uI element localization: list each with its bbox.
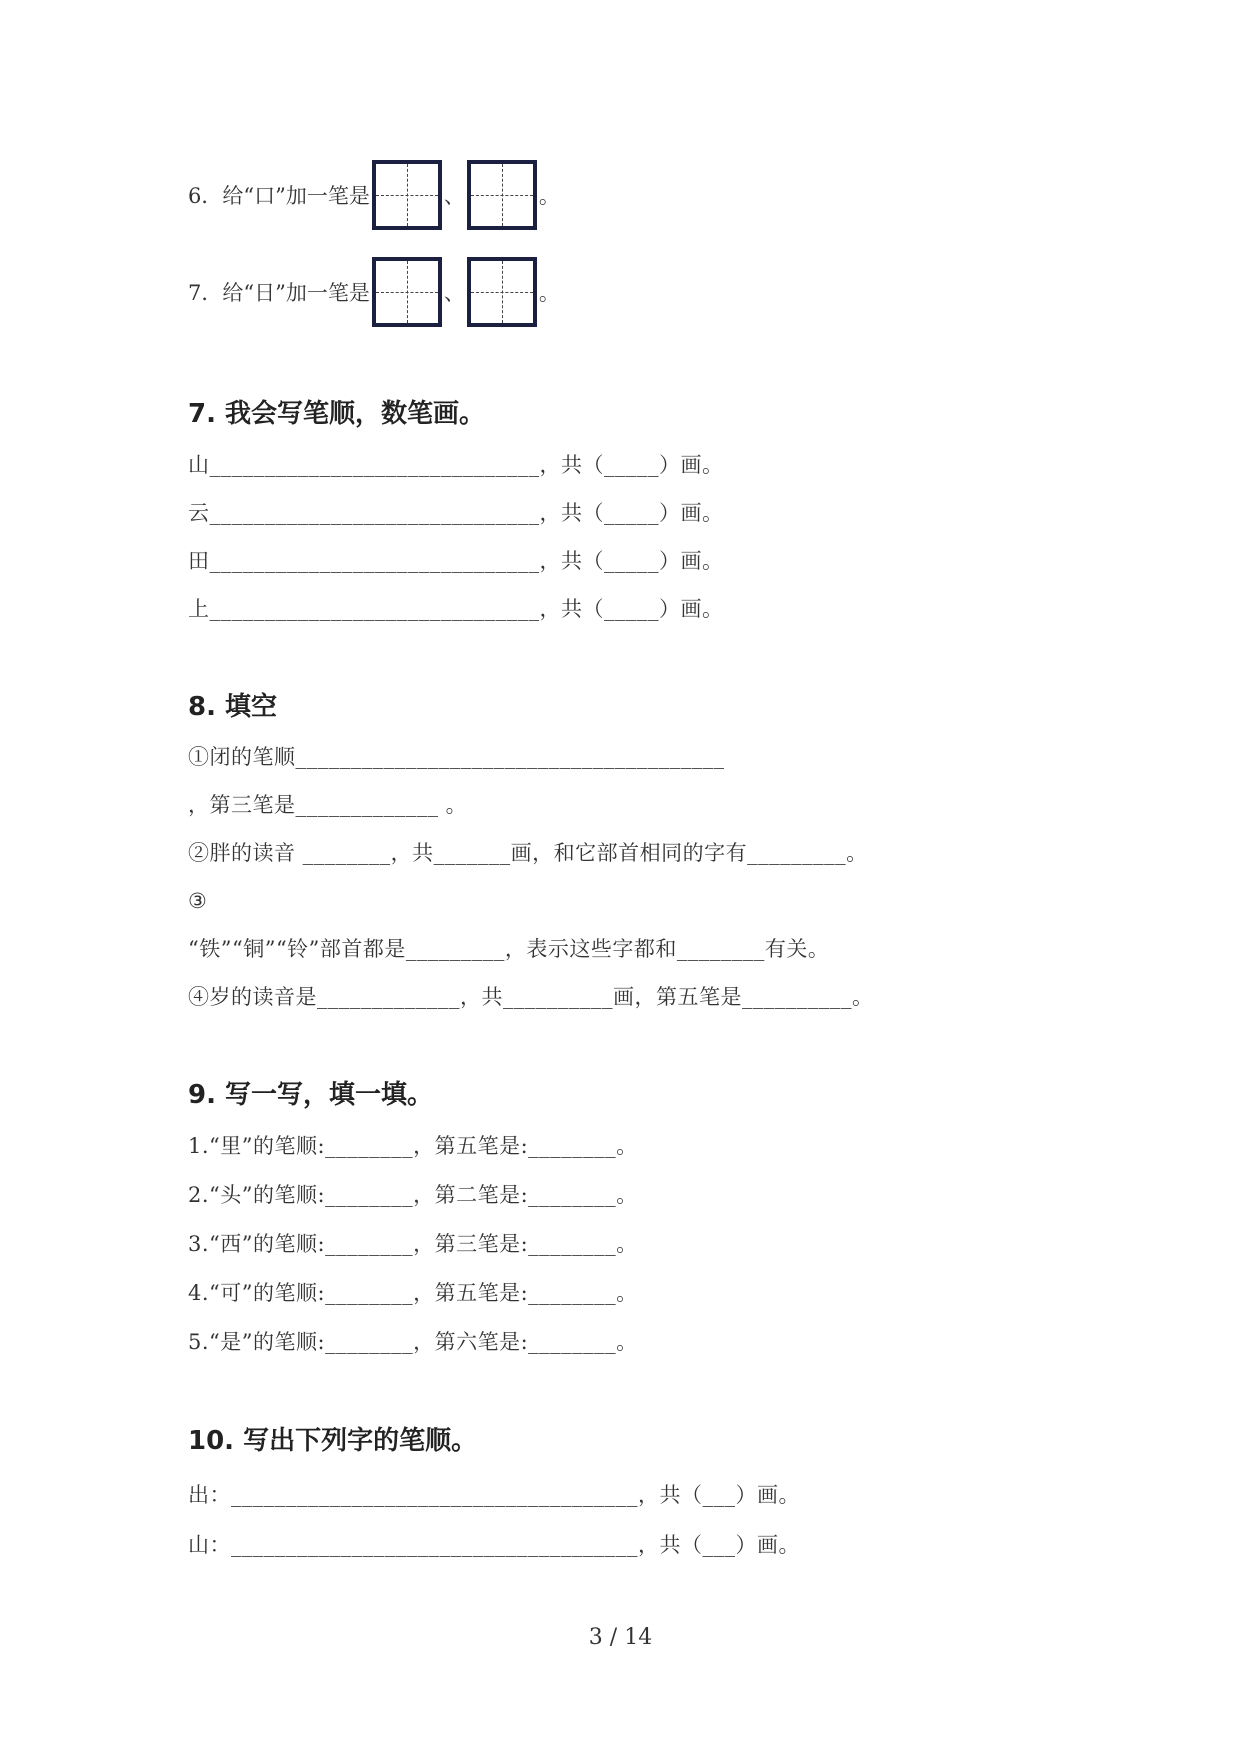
q7-answer-box-1[interactable] — [372, 257, 442, 327]
section-9-heading: 9. 写一写，填一填。 — [188, 1080, 434, 1110]
fill-blank-line[interactable]: ④岁的读音是_____________，共__________画，第五笔是__________。 — [188, 985, 874, 1009]
stroke-count-line[interactable]: 山______________________________，共（_____）画。 — [188, 453, 724, 477]
section-10-heading: 10. 写出下列字的笔顺。 — [188, 1426, 478, 1456]
fill-blank-line[interactable]: ，第三笔是_____________ 。 — [188, 793, 468, 817]
stroke-order-line[interactable]: 5.“是”的笔顺:________，第六笔是:________。 — [188, 1330, 638, 1354]
q6-answer-box-1[interactable] — [372, 160, 442, 230]
stroke-count-line[interactable]: 田______________________________，共（_____）画。 — [188, 549, 724, 573]
fill-blank-line[interactable]: “铁”“铜”“铃”部首都是_________，表示这些字都和________有关。 — [188, 937, 830, 961]
fill-blank-line[interactable]: ①闭的笔顺_______________________________________ — [188, 745, 725, 769]
stroke-order-line[interactable]: 1.“里”的笔顺:________，第五笔是:________。 — [188, 1134, 638, 1158]
stroke-order-line[interactable]: 山：_____________________________________，共（___）画。 — [188, 1533, 800, 1557]
q7-answer-box-2[interactable] — [467, 257, 537, 327]
stroke-count-line[interactable]: 上______________________________，共（_____）画。 — [188, 597, 724, 621]
section-7-heading: 7. 我会写笔顺，数笔画。 — [188, 399, 486, 429]
q6-prompt: 6．给“口”加一笔是 — [188, 184, 370, 208]
q7-row — [188, 257, 560, 327]
q6-answer-box-2[interactable] — [467, 160, 537, 230]
stroke-order-line[interactable]: 3.“西”的笔顺:________，第三笔是:________。 — [188, 1232, 638, 1256]
stroke-count-line[interactable]: 云______________________________，共（_____）画。 — [188, 501, 724, 525]
section-8-heading: 8. 填空 — [188, 692, 278, 722]
q6-separator: 、 — [443, 184, 465, 208]
stroke-order-line[interactable]: 2.“头”的笔顺:________，第二笔是:________。 — [188, 1183, 638, 1207]
fill-blank-line[interactable]: ②胖的读音 ________，共_______画，和它部首相同的字有_________。 — [188, 841, 868, 865]
fill-blank-line: ③ — [188, 889, 208, 913]
q7-end: 。 — [538, 281, 560, 305]
stroke-order-line[interactable]: 4.“可”的笔顺:________，第五笔是:________。 — [188, 1281, 638, 1305]
page-number: 3 / 14 — [588, 1625, 653, 1650]
q7-separator: 、 — [443, 281, 465, 305]
q6-row — [188, 160, 560, 230]
q7-prompt: 7．给“日”加一笔是 — [188, 281, 370, 305]
q6-end: 。 — [538, 184, 560, 208]
stroke-order-line[interactable]: 出：_____________________________________，共（___）画。 — [188, 1483, 800, 1507]
